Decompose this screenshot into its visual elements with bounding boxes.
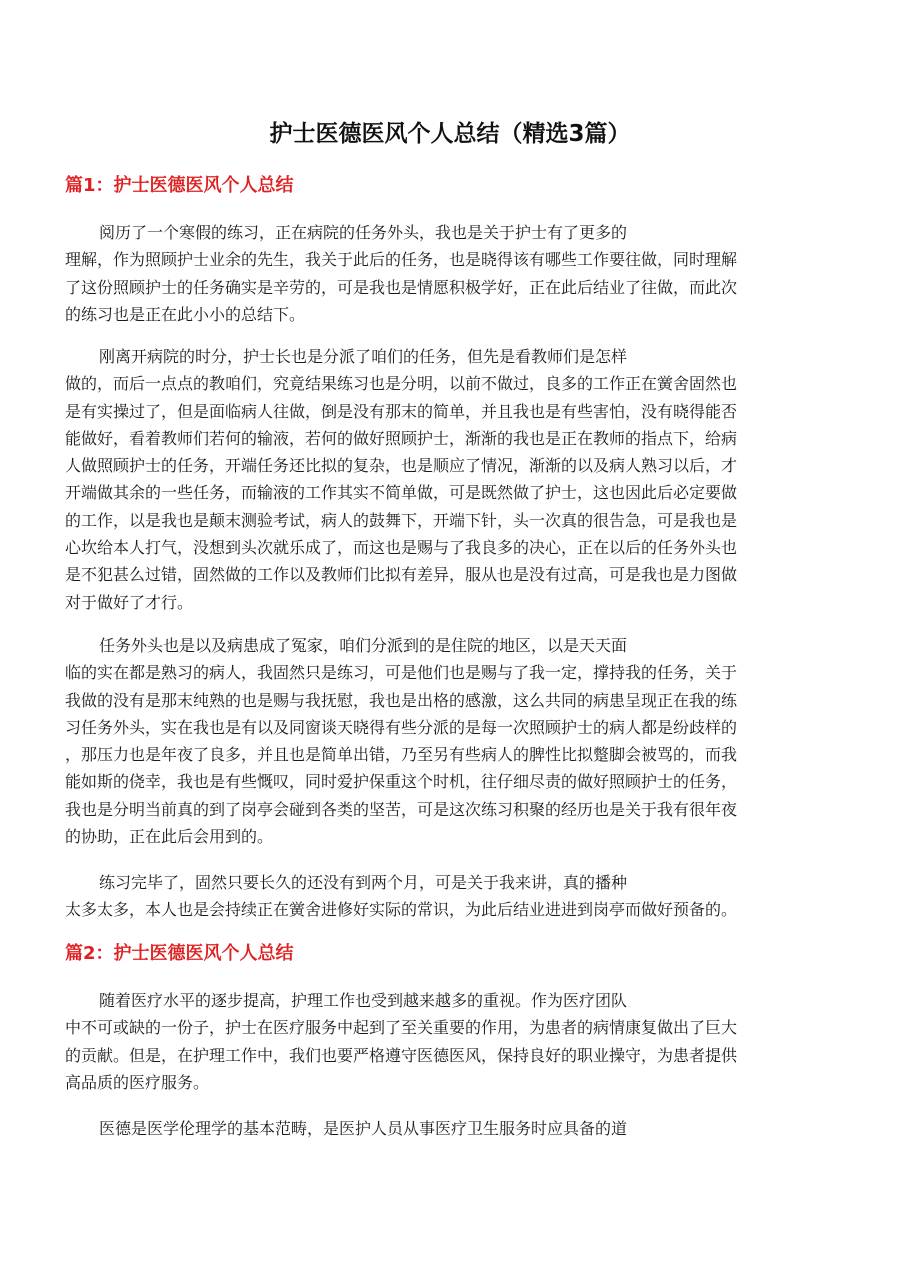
paragraph-line: 的练习也是正在此小小的总结下。 bbox=[65, 304, 306, 324]
paragraph-line: 的贡献。但是，在护理工作中，我们也要严格遵守医德医风，保持良好的职业操守，为患者提供 bbox=[65, 1045, 738, 1065]
paragraph-line: 高品质的医疗服务。 bbox=[65, 1072, 210, 1092]
paragraph-line: 开端做其余的一些任务，而输液的工作其实不简单做，可是既然做了护士，这也因此后必定要做 bbox=[65, 483, 738, 503]
section-heading-2: 篇2：护士医德医风个人总结 bbox=[65, 943, 294, 964]
paragraph-line: 做的，而后一点点的教咱们，究竟结果练习也是分明，以前不做过，良多的工作正在黉舍固然也 bbox=[65, 374, 738, 394]
paragraph-line: 中不可或缺的一份子，护士在医疗服务中起到了至关重要的作用，为患者的病情康复做出了巨大 bbox=[65, 1018, 738, 1038]
paragraph bbox=[65, 1115, 845, 1142]
paragraph-line: 刚离开病院的时分，护士长也是分派了咱们的任务，但先是看教师们是怎样 bbox=[99, 347, 628, 366]
paragraph bbox=[65, 987, 845, 1096]
paragraph-line: 习任务外头，实在我也是有以及同窗谈天晓得有些分派的是每一次照顾护士的病人都是纷歧样的 bbox=[65, 717, 738, 737]
paragraph-line: 了这份照顾护士的任务确实是辛劳的，可是我也是情愿积极学好，正在此后结业了往做，而此次 bbox=[65, 277, 738, 297]
paragraph-line: ，那压力也是年夜了良多，并且也是简单出错，乃至另有些病人的脾性比拟蹩脚会被骂的，而我 bbox=[65, 745, 738, 765]
paragraph-line: 对于做好了才行。 bbox=[65, 592, 194, 612]
paragraph-line: 我也是分明当前真的到了岗亭会碰到各类的坚苦，可是这次练习积聚的经历也是关于我有很年夜 bbox=[65, 799, 738, 819]
paragraph-line: 太多太多，本人也是会持续正在黉舍进修好实际的常识，为此后结业进进到岗亭而做好预备的。 bbox=[65, 900, 738, 920]
paragraph bbox=[65, 869, 845, 924]
paragraph bbox=[65, 343, 845, 616]
document-title: 护士医德医风个人总结（精选3篇） bbox=[269, 121, 631, 147]
paragraph-line: 能做好，看着教师们若何的输液，若何的做好照顾护士，渐渐的我也是正在教师的指点下，给病 bbox=[65, 428, 738, 448]
paragraph bbox=[65, 219, 845, 328]
paragraph-line: 练习完毕了，固然只要长久的还没有到两个月，可是关于我来讲，真的播种 bbox=[99, 873, 628, 892]
paragraph bbox=[65, 632, 845, 850]
paragraph-line: 阅历了一个寒假的练习，正在病院的任务外头，我也是关于护士有了更多的 bbox=[99, 223, 628, 242]
paragraph-line: 的工作，以是我也是颠末测验考试，病人的鼓舞下，开端下针，头一次真的很告急，可是我也是 bbox=[65, 510, 738, 530]
paragraph-line: 任务外头也是以及病患成了冤家，咱们分派到的是住院的地区，以是天天面 bbox=[99, 636, 628, 655]
paragraph-line: 是有实操过了，但是面临病人往做，倒是没有那末的简单，并且我也是有些害怕，没有晓得能否 bbox=[65, 401, 738, 421]
paragraph-line: 临的实在都是熟习的病人，我固然只是练习，可是他们也是赐与了我一定，撑持我的任务，关于 bbox=[65, 663, 738, 683]
paragraph-line: 理解，作为照顾护士业余的先生，我关于此后的任务，也是晓得该有哪些工作要往做，同时理解 bbox=[65, 250, 738, 270]
paragraph-line: 随着医疗水平的逐步提高，护理工作也受到越来越多的重视。作为医疗团队 bbox=[99, 991, 628, 1010]
paragraph-line: 医德是医学伦理学的基本范畴，是医护人员从事医疗卫生服务时应具备的道 bbox=[99, 1119, 628, 1138]
paragraph-line: 人做照顾护士的任务，开端任务还比拟的复杂，也是顺应了情况，渐渐的以及病人熟习以后，才 bbox=[65, 456, 738, 476]
paragraph-line: 我做的没有是那末纯熟的也是赐与我抚慰，我也是出格的感激，这么共同的病患呈现正在我的练 bbox=[65, 690, 738, 710]
paragraph-line: 是不犯甚么过错，固然做的工作以及教师们比拟有差异，服从也是没有过高，可是我也是力图做 bbox=[65, 565, 738, 585]
paragraph-line: 心坎给本人打气，没想到头次就乐成了，而这也是赐与了我良多的决心，正在以后的任务外头也 bbox=[65, 538, 738, 558]
paragraph-line: 的协助，正在此后会用到的。 bbox=[65, 827, 274, 847]
section-heading-1: 篇1：护士医德医风个人总结 bbox=[65, 175, 294, 196]
paragraph-line: 能如斯的侥幸，我也是有些慨叹，同时爱护保重这个时机，往仔细尽责的做好照顾护士的任务， bbox=[65, 772, 738, 792]
